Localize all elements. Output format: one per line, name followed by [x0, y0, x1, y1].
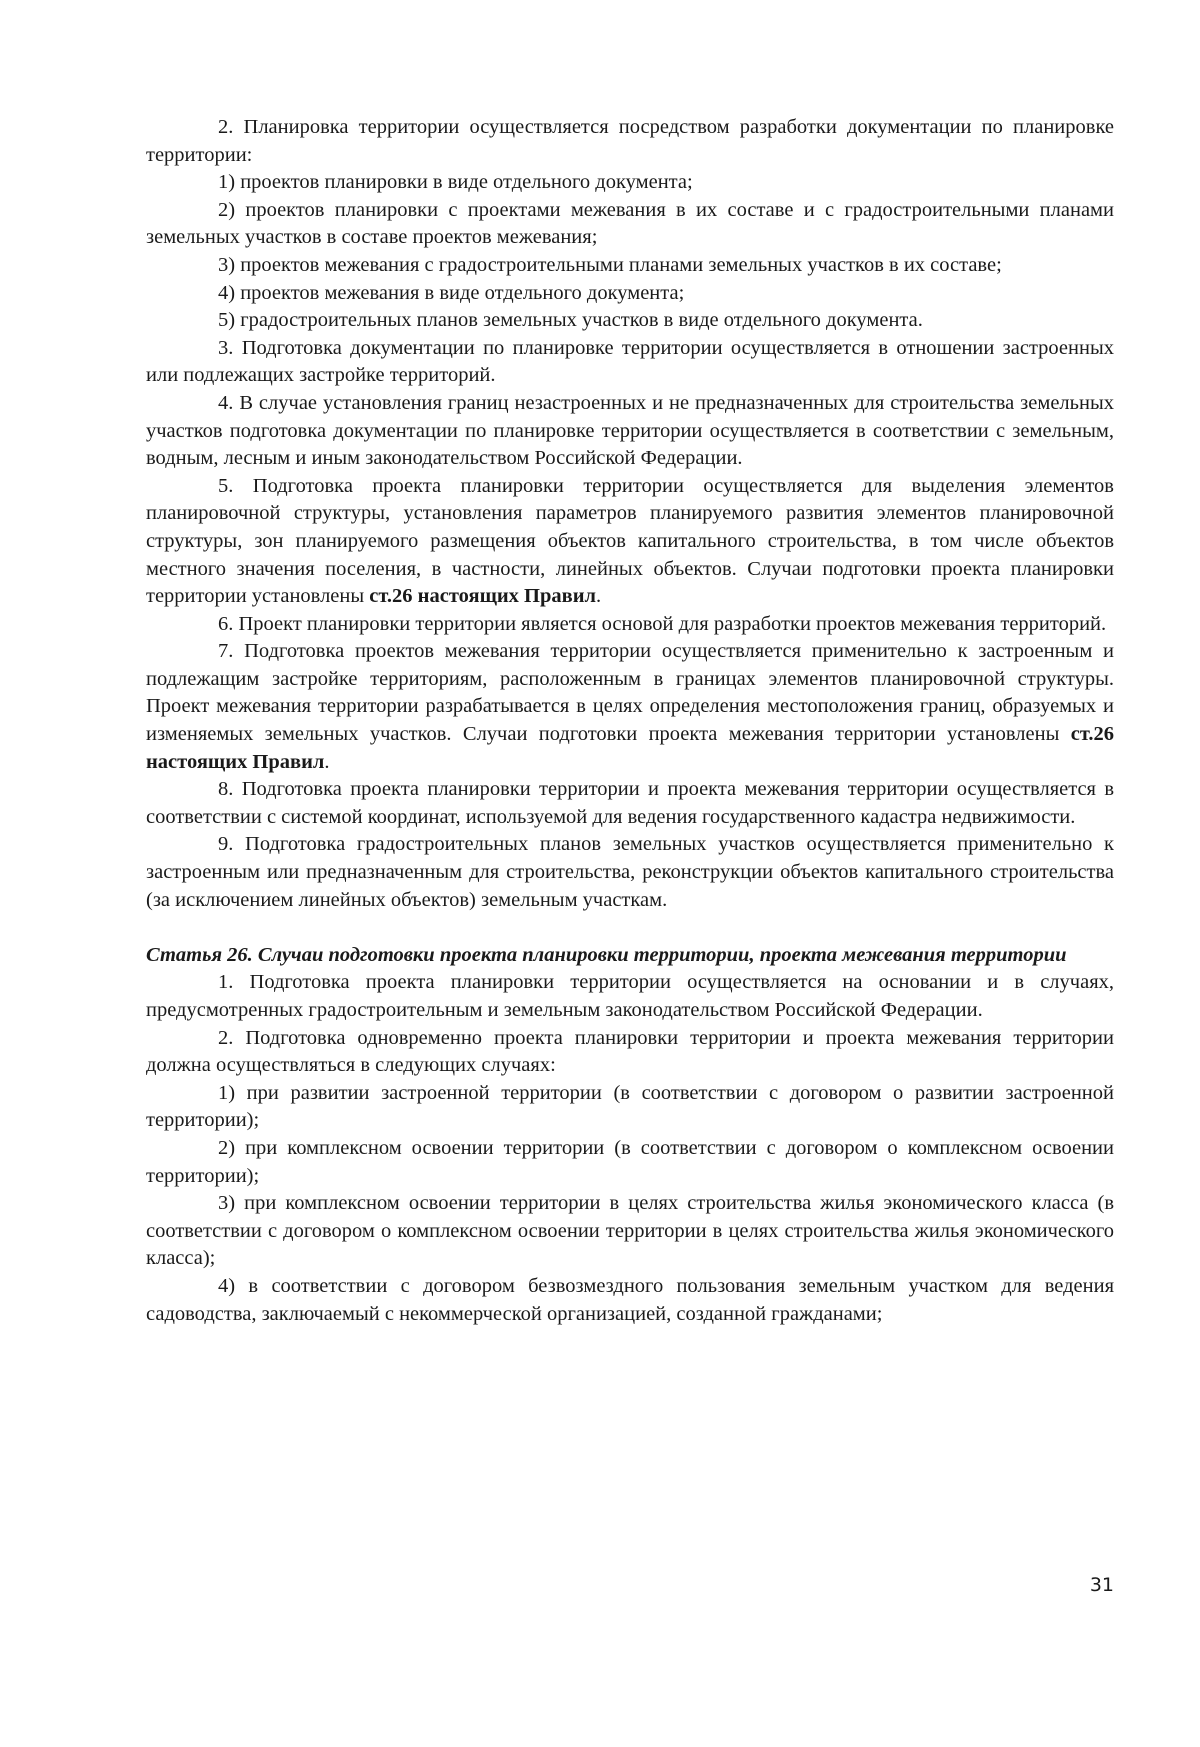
- paragraph-4: 4. В случае установления границ незастроенных и не предназначенных для строительства земельных участков подготовка документации по планировке территории осуществляется в соответствии с земельным, водным, лесным и иным законодательством Российской Федерации.: [146, 391, 1114, 470]
- article-26-list-item-3: 3) при комплексном освоении территории в целях строительства жилья экономического класса (в соответствии с договором о комплексном освоении территории в целях строительства жилья экономического класса);: [146, 1192, 1114, 1270]
- paragraph-2: 2. Планировка территории осуществляется посредством разработки документации по планировке территории:: [146, 116, 1114, 166]
- list-item-2: 2) проектов планировки с проектами межевания в их составе и с градостроительными планами земельных участков в составе проектов межевания;: [146, 198, 1114, 249]
- paragraph-5-article-reference: ст.26 настоящих Правил: [369, 585, 597, 608]
- article-26-list-item-4: 4) в соответствии с договором безвозмездного пользования земельным участком для ведения садоводства, заключаемый с некоммерческой организацией, созданной гражданами;: [146, 1274, 1114, 1325]
- article-26-list-item-1: 1) при развитии застроенной территории (в соответствии с договором о развитии застроенной территории);: [146, 1081, 1114, 1132]
- paragraph-7-text: 7. Подготовка проектов межевания территории осуществляется применительно к застроенным и подлежащим застройке территориям, расположенным в границах элементов планировочной структуры. Проект межевания территории разрабатывается в целях определения местоположения границ, образуемых и изменяемых земельных участков. Случаи подготовки проекта межевания территории установлены: [146, 640, 1114, 746]
- paragraph-7: 7. Подготовка проектов межевания территории осуществляется применительно к застроенным и подлежащим застройке территориям, расположенным в границах элементов планировочной структуры. Проект межевания территории разрабатывается в целях определения местоположения границ, образуемых и изменяемых земельных участков. Случаи подготовки проекта межевания территории установлены ст.26 настоящих Правил.: [146, 640, 1114, 773]
- article-26-paragraph-2: 2. Подготовка одновременно проекта планировки территории и проекта межевания территории должна осуществляться в следующих случаях:: [146, 1026, 1114, 1077]
- page-number: 31: [1089, 1574, 1114, 1596]
- section-spacer: [146, 914, 1114, 942]
- list-item-4: 4) проектов межевания в виде отдельного документа;: [218, 281, 685, 304]
- article-26-list-item-2: 2) при комплексном освоении территории (в соответствии с договором о комплексном освоении территории);: [146, 1136, 1114, 1187]
- document-body: [146, 114, 1114, 1328]
- paragraph-9: 9. Подготовка градостроительных планов земельных участков осуществляется применительно к застроенным или предназначенным для строительства, реконструкции объектов капитального строительства (за исключением линейных объектов) земельным участкам.: [146, 833, 1114, 911]
- paragraph-8: 8. Подготовка проекта планировки территории и проекта межевания территории осуществляется в соответствии с системой координат, используемой для ведения государственного кадастра недвижимости.: [146, 778, 1114, 828]
- article-26-heading: Статья 26. Случаи подготовки проекта планировки территории, проекта межевания территории: [146, 943, 1067, 966]
- paragraph-7-article-reference: ст.26 настоящих Правил: [146, 723, 1114, 773]
- list-item-3: 3) проектов межевания с градостроительными планами земельных участков в их составе;: [218, 253, 1002, 276]
- paragraph-5-text: 5. Подготовка проекта планировки территории осуществляется для выделения элементов планировочной структуры, установления параметров планируемого развития элементов планировочной структуры, зон планируемого размещения объектов капитального строительства, в том числе объектов местного значения поселения, в частности, линейных объектов. Случаи подготовки проекта планировки территории установлены: [146, 474, 1114, 608]
- paragraph-3: 3. Подготовка документации по планировке территории осуществляется в отношении застроенных или подлежащих застройке территорий.: [146, 336, 1114, 387]
- list-item-5: 5) градостроительных планов земельных участков в виде отдельного документа.: [218, 309, 923, 332]
- paragraph-6: 6. Проект планировки территории является основой для разработки проектов межевания территорий.: [218, 612, 1107, 635]
- list-item-1: 1) проектов планировки в виде отдельного документа;: [218, 171, 693, 194]
- article-26-paragraph-1: 1. Подготовка проекта планировки территории осуществляется на основании и в случаях, предусмотренных градостроительным и земельным законодательством Российской Федерации.: [146, 971, 1114, 1021]
- paragraph-5: 5. Подготовка проекта планировки территории осуществляется для выделения элементов планировочной структуры, установления параметров планируемого развития элементов планировочной структуры, зон планируемого размещения объектов капитального строительства, в том числе объектов местного значения поселения, в частности, линейных объектов. Случаи подготовки проекта планировки территории установлены ст.26 настоящих Правил.: [146, 474, 1114, 608]
